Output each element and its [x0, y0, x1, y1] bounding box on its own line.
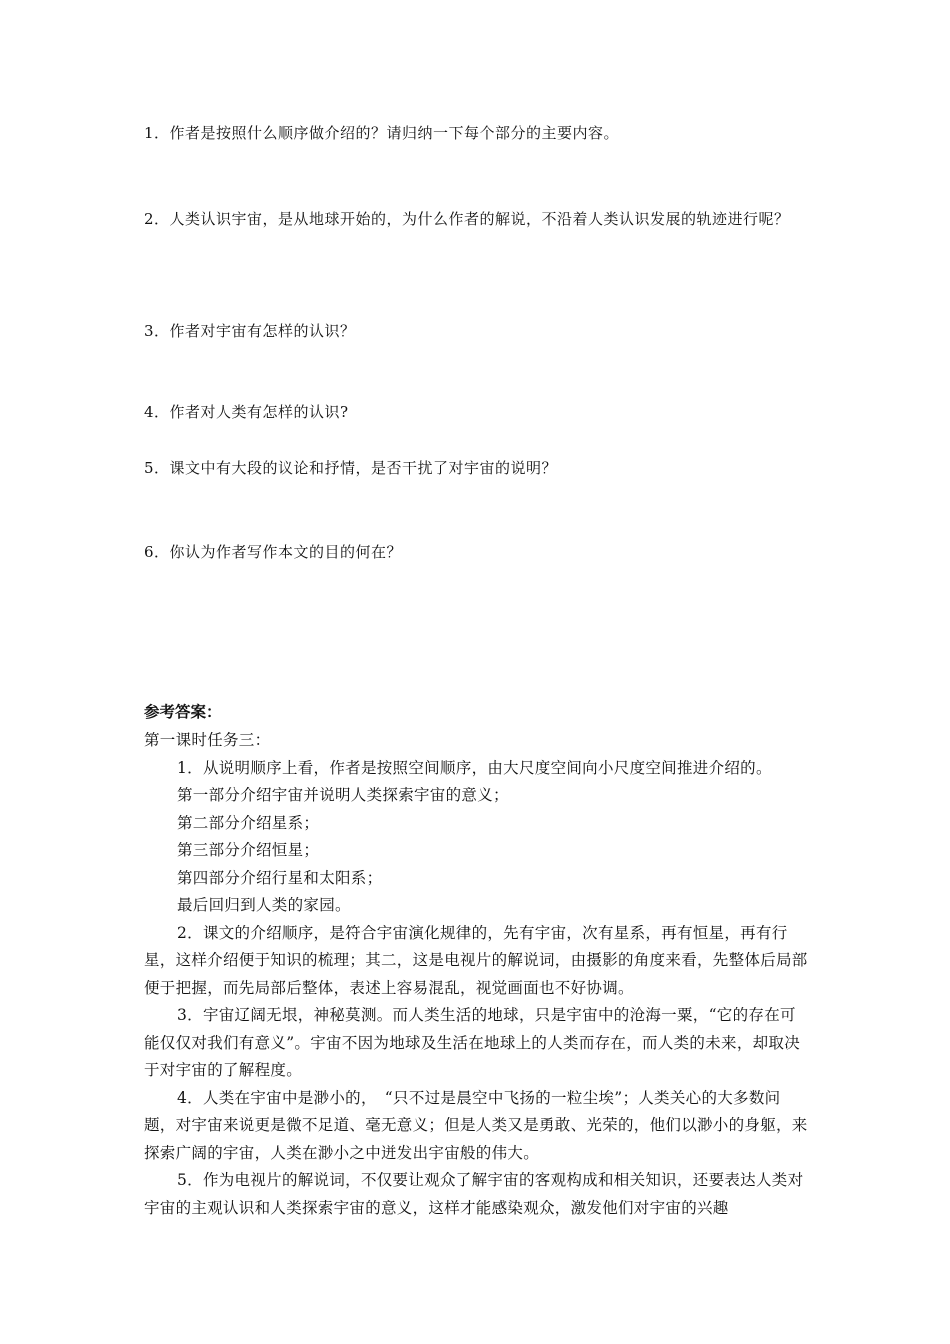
- answer-2: 2．课文的介绍顺序，是符合宇宙演化规律的，先有宇宙，次有星系，再有恒星，再有行星，这样介绍便于知识的梳理；其二，这是电视片的解说词，由摄影的角度来看，先整体后局部便于把握，而先局部后整体，表述上容易混乱，视觉画面也不好协调。: [144, 923, 808, 997]
- answer-3: 3．宇宙辽阔无垠，神秘莫测。而人类生活的地球，只是宇宙中的沧海一粟，“它的存在可能仅仅对我们有意义”。宇宙不因为地球及生活在地球上的人类而存在，而人类的未来，却取决于对宇宙的了解程度。: [144, 1006, 801, 1079]
- answer-1-part: 第一部分介绍宇宙并说明人类探索宇宙的意义；: [177, 786, 509, 804]
- answer-5: 5．作为电视片的解说词，不仅要让观众了解宇宙的客观构成和相关知识，还要表达人类对宇宙的主观认识和人类探索宇宙的意义，这样才能感染观众，激发他们对宇宙的兴趣: [144, 1171, 804, 1217]
- answers-body: [144, 727, 809, 1222]
- question-1: 1．作者是按照什么顺序做介绍的？请归纳一下每个部分的主要内容。: [144, 124, 620, 142]
- answers-title: 参考答案：: [144, 703, 222, 721]
- answers-section: 第一课时任务三：: [144, 731, 271, 749]
- question-4: 4．作者对人类有怎样的认识?: [144, 403, 349, 421]
- answer-1-part: 最后回归到人类的家园。: [177, 896, 351, 914]
- answer-1-part: 第三部分介绍恒星；: [177, 841, 320, 859]
- question-6: 6．你认为作者写作本文的目的何在？: [144, 543, 403, 561]
- answer-4: 4．人类在宇宙中是渺小的， “只不过是晨空中飞扬的一粒尘埃”；人类关心的大多数问题，对宇宙来说更是微不足道、毫无意义；但是人类又是勇敢、光荣的，他们以渺小的身躯，来探索广阔的宇宙，人类在渺小之中迸发出宇宙般的伟大。: [144, 1088, 808, 1162]
- answer-1: 1．从说明顺序上看，作者是按照空间顺序，由大尺度空间向小尺度空间推进介绍的。: [177, 758, 772, 777]
- answer-1-part: 第四部分介绍行星和太阳系；: [177, 868, 383, 887]
- question-3: 3．作者对宇宙有怎样的认识？: [144, 322, 356, 340]
- question-2: 2．人类认识宇宙，是从地球开始的，为什么作者的解说，不沿着人类认识发展的轨迹进行呢？: [144, 210, 790, 228]
- question-5: 5．课文中有大段的议论和抒情，是否干扰了对宇宙的说明？: [144, 459, 558, 477]
- answer-1-part: 第二部分介绍星系；: [177, 813, 320, 832]
